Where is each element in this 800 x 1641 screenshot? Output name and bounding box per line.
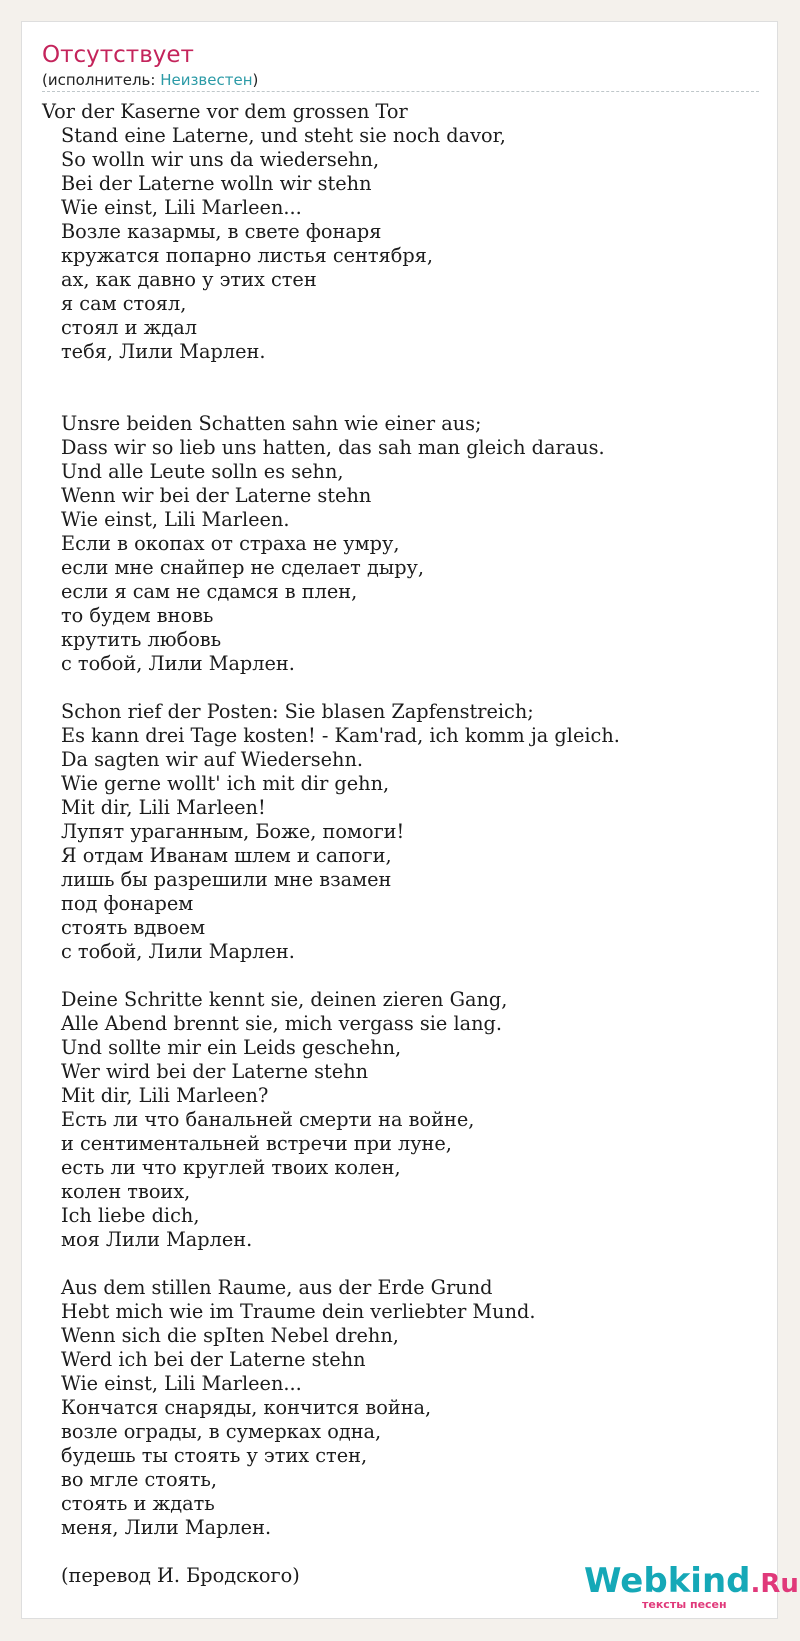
lyric-line <box>42 676 759 700</box>
lyric-line <box>42 964 759 988</box>
lyric-line: Es kann drei Tage kosten! - Kam'rad, ich komm ja gleich. <box>61 724 620 747</box>
lyric-line: Wie einst, Lili Marleen... <box>61 1372 302 1395</box>
lyric-line: лишь бы разрешили мне взамен <box>61 868 392 891</box>
lyric-line: стоять вдвоем <box>61 916 206 939</box>
lyric-line: во мгле стоять, <box>61 1468 218 1491</box>
lyric-line: Bei der Laterne wolln wir stehn <box>61 172 372 195</box>
lyric-line: Ich liebe dich, <box>61 1204 200 1227</box>
lyric-line: Я отдам Иванам шлем и сапоги, <box>61 844 392 867</box>
lyric-line: меня, Лили Марлен. <box>61 1516 272 1539</box>
lyric-line: моя Лили Марлен. <box>61 1228 253 1251</box>
lyric-line: возле ограды, в сумерках одна, <box>61 1420 382 1443</box>
logo-tagline: тексты песен <box>642 1598 727 1611</box>
title-divider <box>42 91 759 92</box>
lyric-line: тебя, Лили Марлен. <box>61 340 266 363</box>
lyric-line: ах, как давно у этих стен <box>61 268 317 291</box>
logo-wordmark <box>584 1562 799 1603</box>
lyric-line: Кончатся снаряды, кончится война, <box>61 1396 432 1419</box>
lyric-line: я сам стоял, <box>61 292 187 315</box>
lyric-line: Deine Schritte kennt sie, deinen zieren Gang, <box>61 988 508 1011</box>
lyric-line: Vor der Kaserne vor dem grossen Tor <box>42 100 408 123</box>
lyric-line: то будем вновь <box>61 604 214 627</box>
lyric-line: если мне снайпер не сделает дыру, <box>61 556 425 579</box>
lyric-line: стоять и ждать <box>61 1492 215 1515</box>
lyric-line: Aus dem stillen Raume, aus der Erde Grund <box>61 1276 493 1299</box>
lyric-line: Wie einst, Lili Marleen... <box>61 196 302 219</box>
lyric-line: Возле казармы, в свете фонаря <box>61 220 382 243</box>
lyric-line: Mit dir, Lili Marleen? <box>61 1084 269 1107</box>
artist-line <box>42 70 258 90</box>
lyric-line: Alle Abend brennt sie, mich vergass sie lang. <box>61 1012 503 1035</box>
lyric-line: Unsre beiden Schatten sahn wie einer aus; <box>61 412 482 435</box>
lyric-line: Und alle Leute solln es sehn, <box>61 460 344 483</box>
lyric-line: Wenn sich die spIten Nebel drehn, <box>61 1324 399 1347</box>
lyric-line: с тобой, Лили Марлен. <box>61 652 295 675</box>
webkind-logo[interactable] <box>584 1561 799 1612</box>
lyric-line: Wie einst, Lili Marleen. <box>61 508 290 531</box>
lyric-line: и сентиментальней встречи при луне, <box>61 1132 452 1155</box>
lyric-line: Wenn wir bei der Laterne stehn <box>61 484 372 507</box>
lyric-line: есть ли что круглей твоих колен, <box>61 1156 401 1179</box>
lyric-line: будешь ты стоять у этих стен, <box>61 1444 368 1467</box>
lyrics-text <box>42 100 759 1588</box>
song-title: Отсутствует <box>42 42 194 68</box>
lyric-line: (перевод И. Бродского) <box>61 1564 300 1587</box>
lyric-line: если я сам не сдамся в плен, <box>61 580 358 603</box>
lyric-line: крутить любовь <box>61 628 222 651</box>
lyric-line: под фонарем <box>61 892 194 915</box>
lyric-line: Wer wird bei der Laterne stehn <box>61 1060 369 1083</box>
lyrics-page <box>21 21 799 1619</box>
artist-prefix: (исполнитель: <box>42 71 161 89</box>
lyric-line: Если в окопах от страха не умру, <box>61 532 400 555</box>
lyric-line <box>42 1252 759 1276</box>
lyric-line: кружатся попарно листья сентября, <box>61 244 433 267</box>
lyric-line: с тобой, Лили Марлен. <box>61 940 295 963</box>
lyric-line: Hebt mich wie im Traume dein verliebter Mund. <box>61 1300 536 1323</box>
lyric-line <box>42 364 759 388</box>
lyric-line: Da sagten wir auf Wiedersehn. <box>61 748 364 771</box>
lyric-line: Stand eine Laterne, und steht sie noch davor, <box>61 124 506 147</box>
lyric-line: Wie gerne wollt' ich mit dir gehn, <box>61 772 390 795</box>
lyric-line: So wolln wir uns da wiedersehn, <box>61 148 380 171</box>
lyric-line: Есть ли что банальней смерти на войне, <box>61 1108 475 1131</box>
lyric-line: Und sollte mir ein Leids geschehn, <box>61 1036 402 1059</box>
lyric-line: Dass wir so lieb uns hatten, das sah man gleich daraus. <box>61 436 605 459</box>
artist-link[interactable]: Неизвестен <box>160 71 253 89</box>
artist-suffix: ) <box>252 71 259 89</box>
lyric-line: Лупят ураганным, Боже, помоги! <box>61 820 405 843</box>
lyric-line: Werd ich bei der Laterne stehn <box>61 1348 366 1371</box>
lyric-line: Schon rief der Posten: Sie blasen Zapfenstreich; <box>61 700 534 723</box>
logo-main-text: Webkind <box>584 1561 751 1601</box>
logo-tld: .Ru <box>750 1569 799 1599</box>
lyric-line: колен твоих, <box>61 1180 191 1203</box>
lyric-line: Mit dir, Lili Marleen! <box>61 796 266 819</box>
lyric-line <box>42 388 759 412</box>
lyric-line: стоял и ждал <box>61 316 197 339</box>
